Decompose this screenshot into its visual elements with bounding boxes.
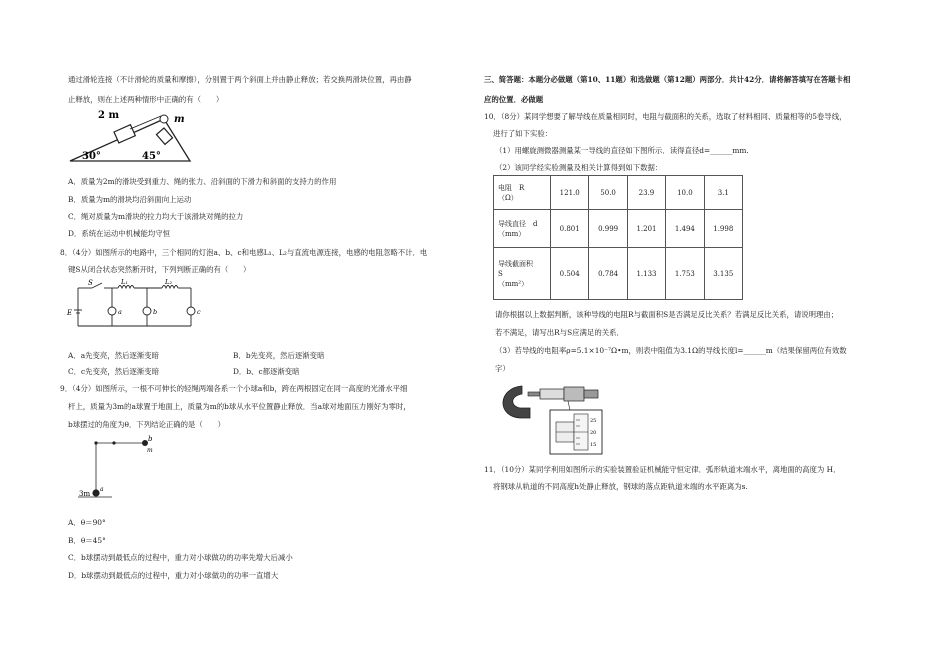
q8-label-b: b — [153, 308, 158, 316]
q10-part3-line1: （3）若导线的电阻率ρ=5.1×10⁻⁷Ω•m，则表中阻值为3.1Ω的导线长度l=______m（结果保留两位有效数 — [495, 346, 847, 355]
q9-stem-line2: 杆上，质量为3m的a球置于地面上，质量为m的b球从水平位置静止释放．当a球对地面压力刚好为零时， — [68, 402, 411, 411]
row-header: 导线截面积 — [498, 259, 533, 268]
row-unit: （mm） — [498, 229, 526, 238]
table-cell: 1.494 — [666, 210, 704, 248]
micrometer-ratchet — [584, 390, 598, 398]
q8-option-d: D．b、c都逐渐变暗 — [233, 367, 300, 376]
q9-pendulum-figure — [70, 434, 175, 500]
q11-stem-line2: 将钢球从轨道的不同高度h处静止释放，钢球的落点距轨道末端的水平距离为s. — [493, 482, 748, 491]
row-unit: （mm²） — [498, 279, 529, 288]
table-cell: 3.135 — [704, 248, 742, 300]
micrometer-thimble — [564, 387, 584, 401]
q8-option-b: B．b先变亮，然后逐渐变暗 — [233, 351, 325, 360]
q7-angle-right: 45° — [142, 151, 161, 162]
table-cell: 121.0 — [551, 176, 589, 210]
row-unit: （Ω） — [498, 193, 518, 202]
q8-label-c: c — [197, 308, 201, 316]
q10-stem-line2: 进行了如下实验： — [493, 129, 553, 138]
table-cell: 50.0 — [589, 176, 627, 210]
q10-part1: （1）用螺旋测微器测量某一导线的直径如下图所示．读得直径d=______mm. — [495, 146, 749, 155]
q9-option-d: D．b球摆动到最低点的过程中，重力对小球做功的功率一直增大 — [68, 571, 279, 580]
q9-label-3m: 3m — [79, 490, 91, 498]
q7-label-2m: 2 m — [98, 110, 120, 121]
q9-label-b: b — [148, 435, 153, 443]
q7-incline-figure — [68, 108, 193, 164]
q7-angle-left: 30° — [82, 151, 101, 162]
q9-stem-line1: 9．（4分）如图所示，一根不可伸长的轻绳两端各系一个小球a和b，跨在两根固定在同一高度的光滑水平细 — [60, 384, 408, 393]
q9-ball-a — [92, 489, 99, 496]
table-cell: 1.201 — [627, 210, 665, 248]
q10-data-table — [493, 175, 743, 300]
q8-label-e: E — [67, 309, 73, 317]
table-cell: 3.1 — [704, 176, 742, 210]
q7-pulley — [160, 115, 168, 123]
table-cell: 0.504 — [551, 248, 589, 300]
q8-label-l2: L₂ — [165, 278, 172, 286]
q7-intro-line1: 通过滑轮连接（不计滑轮的质量和摩擦），分别置于两个斜面上并由静止释放；若交换两滑块位置，再由静 — [68, 75, 412, 84]
q7-option-a: A．质量为2m的滑块受到重力、绳的张力、沿斜面的下滑力和斜面的支持力的作用 — [68, 177, 337, 186]
table-cell: 1.133 — [627, 248, 665, 300]
table-row — [494, 248, 743, 300]
q11-stem-line1: 11．（10分）某同学利用如图所示的实验装置验证机械能守恒定律．弧形轨道末端水平，离地面的高度为 H． — [484, 465, 841, 474]
q8-stem-line2: 键S从闭合状态突然断开时，下列判断正确的有（ ） — [68, 265, 251, 274]
q8-lamp-c — [187, 307, 195, 315]
q10-part2: （2）该同学经实验测量及相关计算得到如下数据： — [495, 163, 663, 172]
table-cell: 0.999 — [589, 210, 627, 248]
section-header-line2: 应的位置．必做题 — [484, 95, 544, 104]
q9-rod-left — [94, 441, 97, 444]
q9-option-c: C．b球摆动到最低点的过程中，重力对小球做功的功率先增大后减小 — [68, 553, 293, 562]
q10-part3-line2: 字） — [495, 364, 510, 373]
row-symbol: S — [498, 269, 503, 278]
q8-stem-line1: 8．（4分）如图所示的电路中，三个相同的灯泡a、b、c和电感L₁、L₂与直流电源连接，电感的电阻忽略不计．电 — [60, 248, 428, 257]
section-header-line1: 三、简答题：本题分必做题（第10、11题）和选做题（第12题）两部分．共计42分．请将解答填写在答题卡相 — [484, 75, 851, 84]
micrometer-anvil — [528, 392, 540, 396]
q7-block-left — [114, 125, 135, 143]
q8-option-a: A．a先变亮，然后逐渐变暗 — [68, 351, 160, 360]
q7-intro-line2: 止释放，则在上述两种情形中正确的有（ ） — [68, 95, 224, 104]
q8-lamp-b — [143, 307, 151, 315]
q9-stem-line3: b球摆过的角度为θ．下列结论正确的是（ ） — [68, 420, 225, 429]
table-cell: 1.753 — [666, 248, 704, 300]
q7-option-c: C．绳对质量为m滑块的拉力均大于该滑块对绳的拉力 — [68, 212, 244, 221]
table-cell: 0.801 — [551, 210, 589, 248]
q8-label-l1: L₁ — [121, 278, 128, 286]
table-cell: 10.0 — [666, 176, 704, 210]
q7-option-b: B．质量为m的滑块均沿斜面向上运动 — [68, 195, 192, 204]
q9-option-b: B．θ＝45° — [68, 536, 106, 545]
q7-block-right — [156, 128, 172, 144]
micrometer-tick-15: 15 — [590, 442, 597, 448]
q8-circuit-figure — [66, 280, 201, 332]
q10-question-line1: 请你根据以上数据判断，该种导线的电阻R与截面积S是否满足反比关系？若满足反比关系，请说明理由； — [495, 310, 839, 319]
q9-label-m: m — [147, 447, 153, 454]
q10-stem-line1: 10．（8分）某同学想要了解导线在质量相同时，电阻与截面积的关系，选取了材料相同、质量相等的5卷导线， — [484, 112, 847, 121]
micrometer-frame — [503, 386, 530, 418]
row-header: 导线直径 d — [498, 219, 538, 228]
micrometer-figure — [492, 380, 610, 456]
table-cell: 1.998 — [704, 210, 742, 248]
q9-option-a: A．θ＝90° — [68, 518, 106, 527]
micrometer-tick-25: 25 — [590, 418, 597, 424]
row-header: 电阻 R — [498, 183, 525, 192]
table-cell: 23.9 — [627, 176, 665, 210]
table-row — [494, 176, 743, 210]
q8-label-s: S — [88, 279, 93, 287]
q8-lamp-a — [108, 307, 116, 315]
q7-label-m: m — [174, 114, 185, 125]
q10-question-line2: 若不满足，请写出R与S应满足的关系． — [495, 328, 624, 337]
q9-label-a: a — [100, 486, 104, 493]
q9-rod-right — [112, 441, 115, 444]
table-cell: 0.784 — [589, 248, 627, 300]
micrometer-tick-20: 20 — [590, 430, 597, 436]
micrometer-sleeve — [540, 389, 564, 399]
q8-label-a: a — [118, 308, 122, 316]
q8-option-c: C．c先变亮，然后逐渐变暗 — [68, 367, 160, 376]
q7-option-d: D．系统在运动中机械能均守恒 — [68, 229, 171, 238]
table-row — [494, 210, 743, 248]
